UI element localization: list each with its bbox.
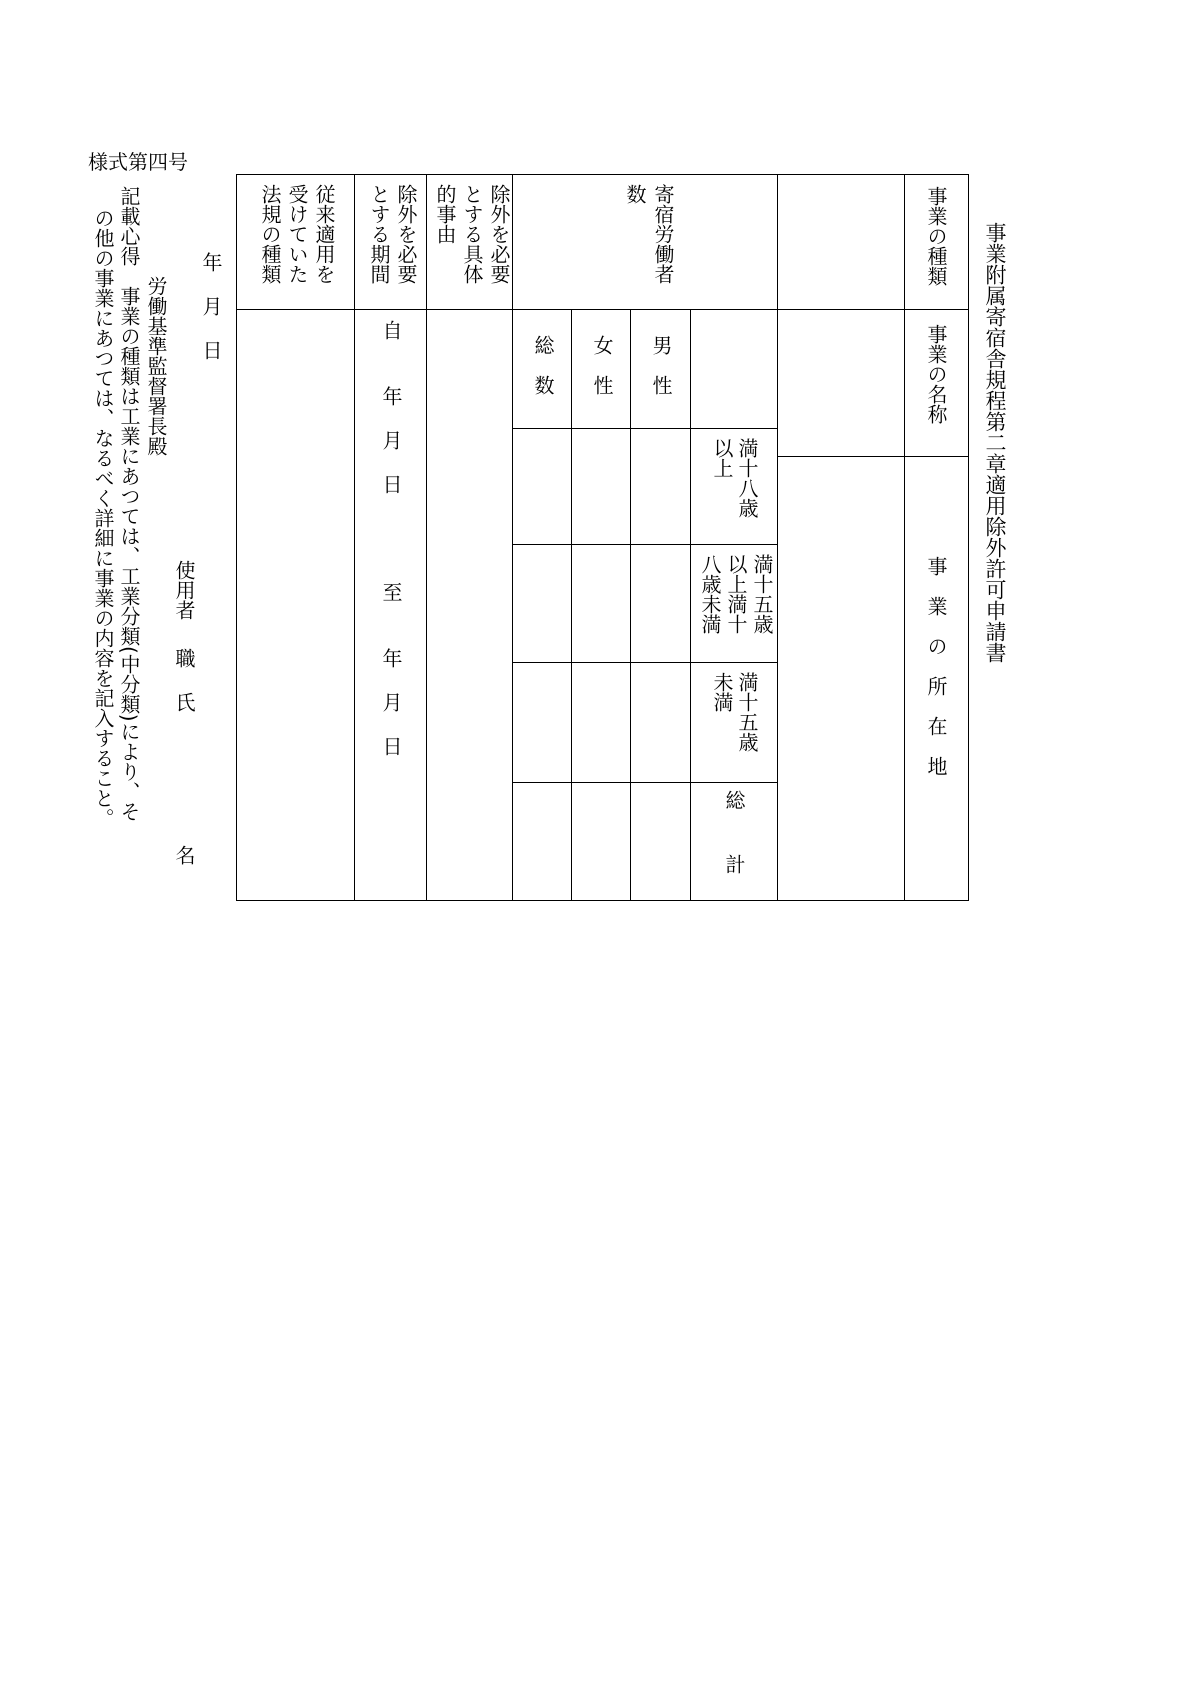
header-business-type: 事業の種類	[924, 186, 948, 286]
row-grand-total: 総計	[722, 790, 746, 918]
header-dormitory-workers: 寄宿労働者数	[623, 184, 675, 284]
col-female: 女性	[590, 335, 614, 415]
col-total: 総数	[531, 335, 555, 415]
form-number: 様式第四号	[88, 150, 188, 174]
col-male: 男性	[649, 335, 673, 415]
addressee: 労働基準監督署長殿	[144, 276, 168, 456]
header-business-location: 事業の所在地	[924, 556, 948, 796]
form-title: 事業附属寄宿舎規程第二章適用除外許可申請書	[983, 222, 1007, 663]
header-business-name: 事業の名称	[924, 324, 948, 424]
